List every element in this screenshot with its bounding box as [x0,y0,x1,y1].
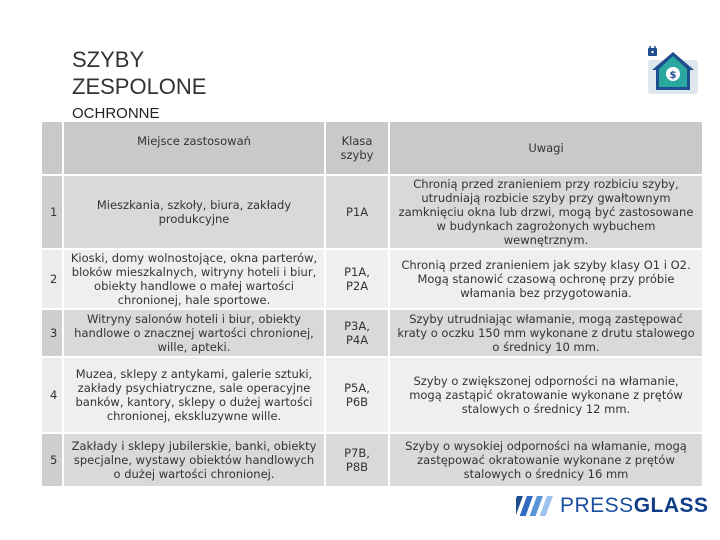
row-class: P7B, P8B [326,434,388,486]
header-notes: Uwagi [390,122,702,174]
row-class: P1A [326,176,388,248]
glass-classes-table [40,120,704,488]
house-lock-dollar-icon [646,46,700,96]
row-place: Mieszkania, szkoły, biura, zakłady produkcyjne [64,176,324,248]
pressglass-logo-icon [516,493,556,519]
page-title: SZYBY ZESPOLONE [72,47,207,99]
pressglass-logo [516,493,709,519]
header-num [42,122,62,174]
svg-text:$: $ [669,70,677,81]
page-subtitle: OCHRONNE [72,105,160,122]
header-class: Klasa szyby [326,122,388,174]
brand-glass: GLASS [633,494,709,517]
table-row [42,434,702,486]
row-class: P1A, P2A [326,250,388,308]
row-number: 1 [42,176,62,248]
table-row [42,310,702,356]
row-notes: Szyby utrudniając włamanie, mogą zastępować kraty o oczku 150 mm wykonane z drutu stalowego o średnicy 10 mm. [390,310,702,356]
row-notes: Chronią przed zranieniem jak szyby klasy O1 i O2. Mogą stanowić czasową ochronę przy próbie włamania bez przygotowania. [390,250,702,308]
table-row [42,176,702,248]
row-class: P3A, P4A [326,310,388,356]
table-row [42,358,702,432]
row-place: Witryny salonów hoteli i biur, obiekty handlowe o znacznej wartości chronionej, wille, apteki. [64,310,324,356]
row-notes: Chronią przed zranieniem przy rozbiciu szyby, utrudniają rozbicie szyby przy gwałtownym zamknięciu okna lub drzwi, mogą być zastosowane w budynkach zagrożonych wybuchem wewnętrznym. [390,176,702,248]
row-notes: Szyby o zwiększonej odporności na włamanie, mogą zastąpić okratowanie wykonane z prętów stalowych o średnicy 12 mm. [390,358,702,432]
table-row [42,250,702,308]
row-number: 4 [42,358,62,432]
brand-press: PRESS [560,494,634,517]
row-place: Zakłady i sklepy jubilerskie, banki, obiekty specjalne, wystawy obiektów handlowych o dużej wartości chronionej. [64,434,324,486]
row-number: 2 [42,250,62,308]
table-header-row [42,122,702,174]
row-place: Kioski, domy wolnostojące, okna parterów, bloków mieszkalnych, witryny hoteli i biur, obiekty handlowe o małej wartości chronionej, hale sportowe. [64,250,324,308]
header-place: Miejsce zastosowań [64,122,324,174]
row-number: 5 [42,434,62,486]
row-class: P5A, P6B [326,358,388,432]
brand-wordmark [560,493,709,519]
row-place: Muzea, sklepy z antykami, galerie sztuki, zakłady psychiatryczne, sale operacyjne banków, kantory, sklepy o dużej wartości chronionej, ekskluzywne wille. [64,358,324,432]
row-number: 3 [42,310,62,356]
row-notes: Szyby o wysokiej odporności na włamanie, mogą zastępować okratowanie wykonane z prętów stalowych o średnicy 16 mm [390,434,702,486]
